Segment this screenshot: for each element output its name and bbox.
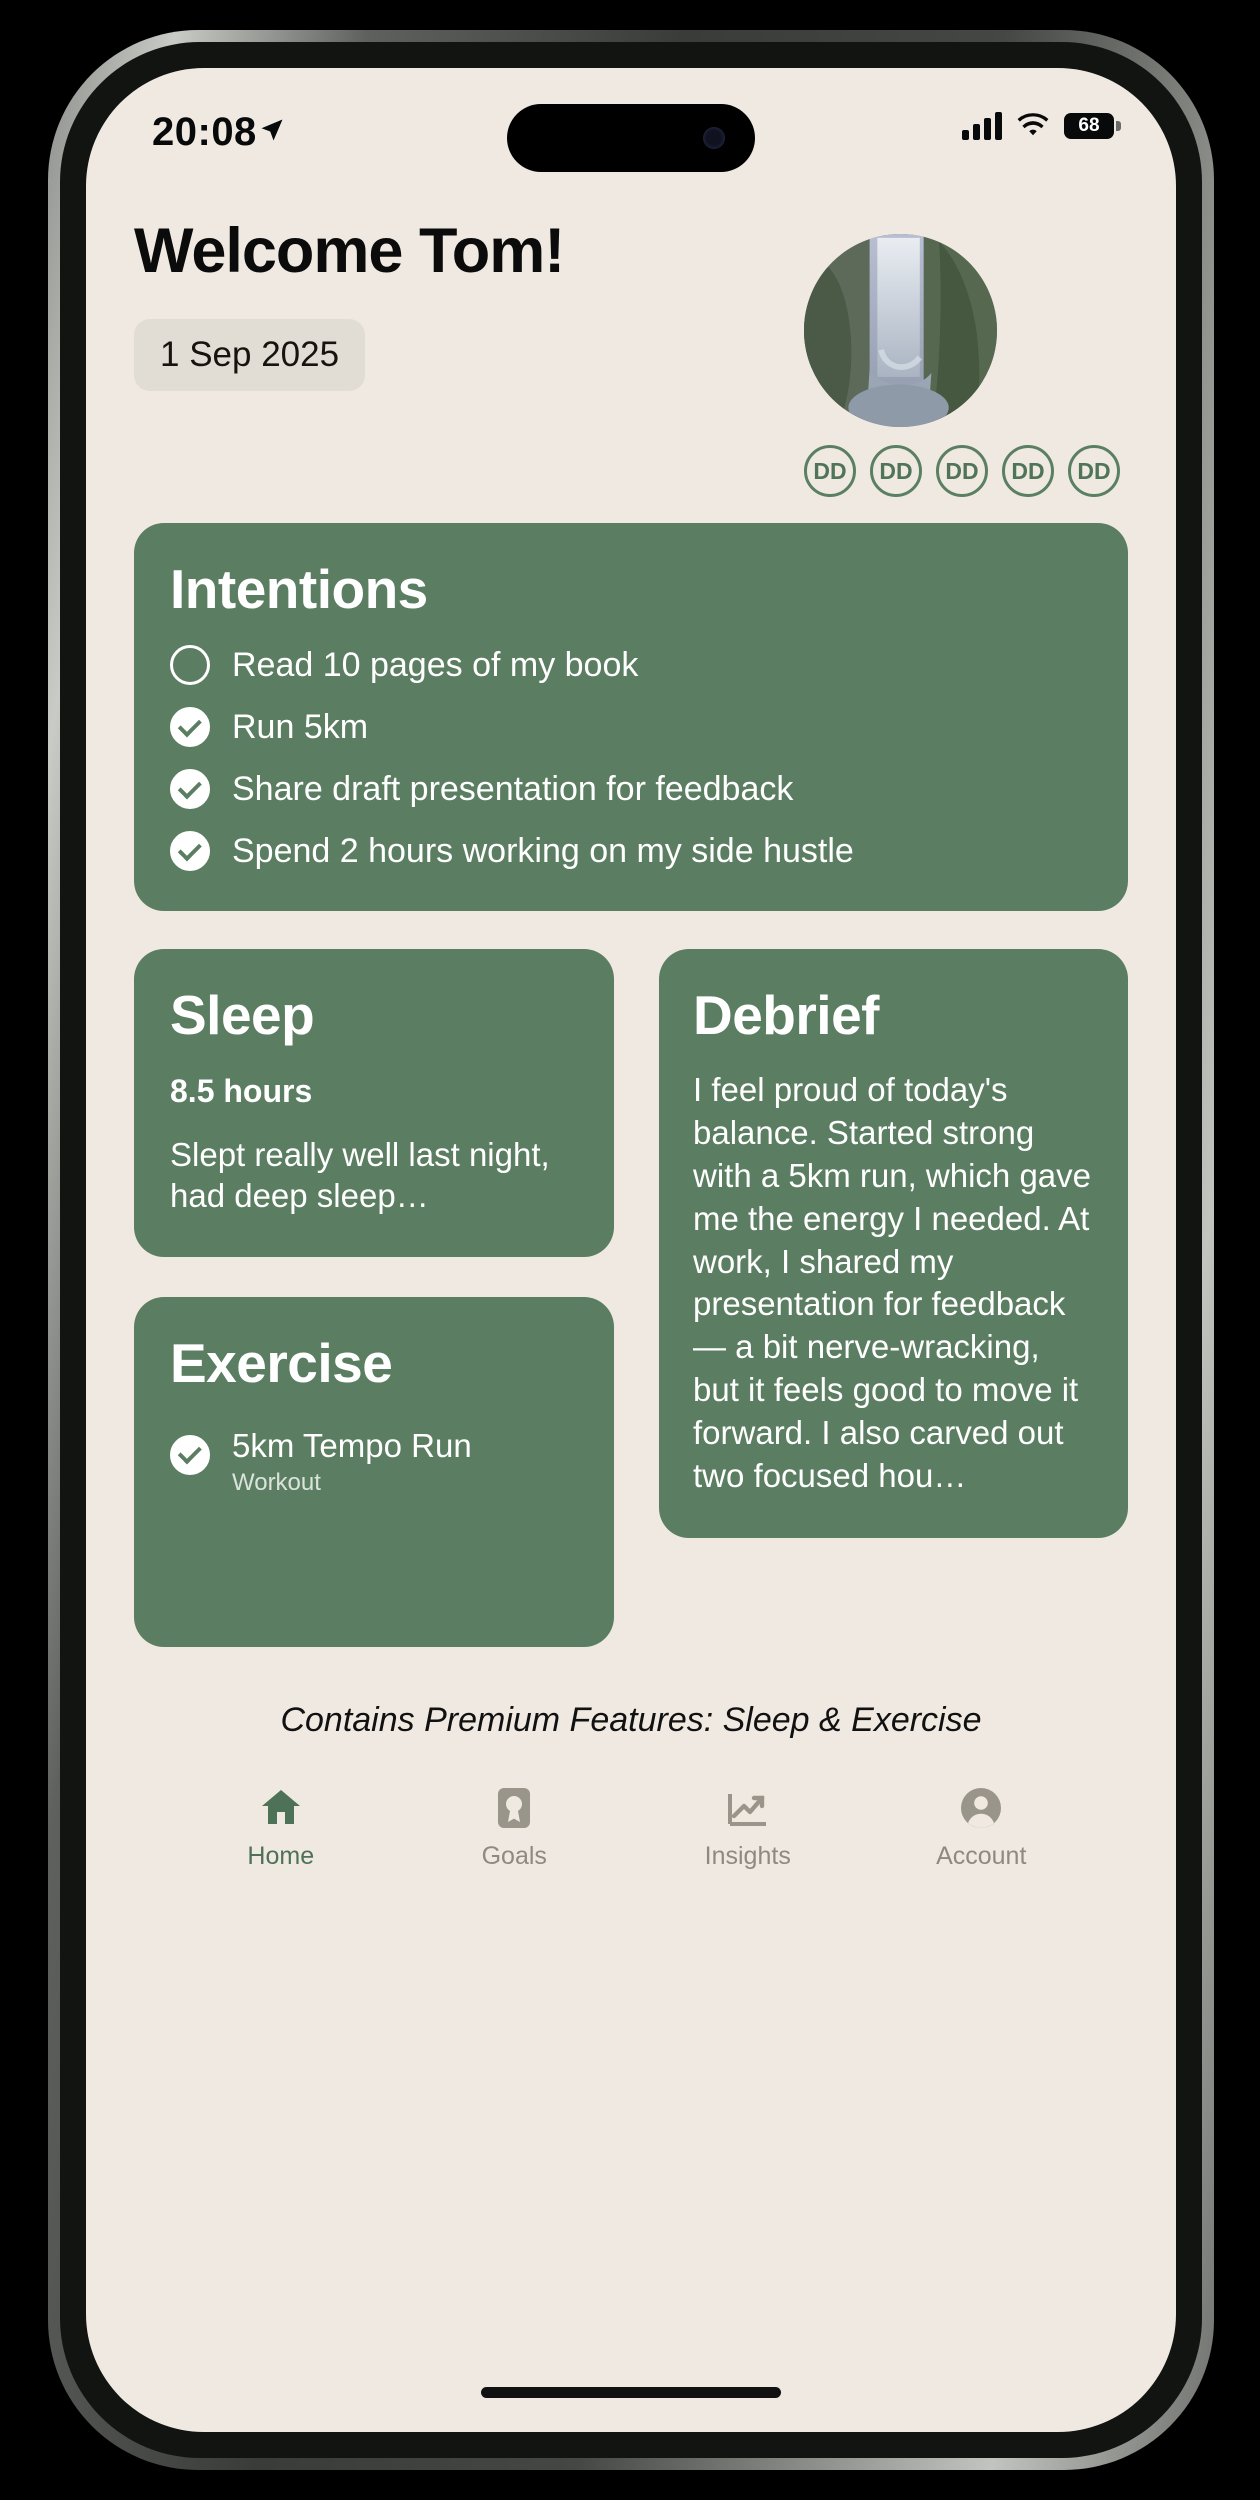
debrief-card[interactable]	[659, 949, 1128, 1538]
sleep-hours: 8.5 hours	[170, 1073, 313, 1109]
dynamic-island	[507, 104, 755, 172]
battery-level-label: 68	[1078, 115, 1100, 136]
app-content	[86, 198, 1176, 1871]
tab-account[interactable]	[865, 1784, 1099, 1871]
intention-label: Spend 2 hours working on my side hustle	[232, 831, 854, 870]
list-item[interactable]	[170, 769, 1092, 809]
tab-label: Goals	[481, 1841, 547, 1870]
status-indicators	[962, 112, 1114, 140]
phone-frame	[48, 30, 1214, 2470]
cards-grid	[134, 949, 1128, 1647]
exercise-name: 5km Tempo Run	[232, 1426, 472, 1464]
intention-label: Run 5km	[232, 707, 369, 746]
checkbox-checked-icon[interactable]	[170, 769, 210, 809]
intentions-list	[170, 645, 1092, 871]
tab-label: Home	[247, 1841, 315, 1870]
exercise-title: Exercise	[170, 1331, 393, 1394]
tab-insights[interactable]	[631, 1784, 865, 1871]
status-time: 20:08	[152, 110, 257, 154]
list-item[interactable]	[170, 1427, 578, 1497]
phone-screen	[86, 68, 1176, 2432]
header-left	[134, 218, 564, 391]
tab-bar	[134, 1784, 1128, 1871]
checkbox-checked-icon[interactable]	[170, 831, 210, 871]
sleep-note: Slept really well last night, had deep sleep…	[170, 1136, 550, 1215]
streak-badge[interactable]: DD	[936, 445, 988, 497]
intention-label: Read 10 pages of my book	[232, 645, 639, 684]
home-indicator[interactable]	[481, 2387, 781, 2398]
streak-badge[interactable]: DD	[1068, 445, 1120, 497]
exercise-type: Workout	[232, 1468, 321, 1496]
streak-badges	[804, 445, 1128, 497]
sleep-title: Sleep	[170, 984, 315, 1046]
home-icon	[257, 1784, 305, 1832]
checkbox-empty-icon[interactable]	[170, 645, 210, 685]
date-pill[interactable]: 1 Sep 2025	[134, 319, 365, 391]
wifi-icon	[1016, 113, 1050, 139]
exercise-entry	[232, 1427, 472, 1497]
tab-goals[interactable]	[398, 1784, 632, 1871]
list-item[interactable]	[170, 831, 1092, 871]
front-camera-icon	[703, 127, 725, 149]
header	[134, 198, 1128, 497]
streak-badge[interactable]: DD	[870, 445, 922, 497]
waterfall-avatar-image	[804, 234, 997, 427]
battery-icon	[1064, 113, 1114, 139]
tab-home[interactable]	[164, 1784, 398, 1871]
exercise-card[interactable]	[134, 1297, 614, 1647]
checkbox-checked-icon[interactable]	[170, 707, 210, 747]
goals-icon	[490, 1784, 538, 1832]
list-item[interactable]	[170, 707, 1092, 747]
tab-label: Insights	[704, 1841, 791, 1870]
debrief-title: Debrief	[693, 984, 879, 1046]
location-arrow-icon	[258, 116, 286, 144]
debrief-text: I feel proud of today's balance. Started strong with a 5km run, which gave me the energy I needed. At work, I shared my presentation for feedback — a bit nerve-wracking, but it feels good to move it forward. I also carved out two focused hou…	[693, 1071, 1092, 1495]
sleep-card[interactable]	[134, 949, 614, 1257]
header-right	[804, 218, 1128, 497]
tab-label: Account	[936, 1841, 1027, 1870]
checkbox-checked-icon[interactable]	[170, 1435, 210, 1475]
account-person-icon	[957, 1784, 1005, 1832]
intentions-title: Intentions	[170, 558, 428, 620]
premium-note: Contains Premium Features: Sleep & Exercise	[280, 1700, 982, 1739]
left-column	[134, 949, 614, 1647]
intention-label: Share draft presentation for feedback	[232, 769, 794, 808]
intentions-card[interactable]	[134, 523, 1128, 911]
list-item[interactable]	[170, 645, 1092, 685]
avatar[interactable]	[804, 234, 997, 427]
phone-bezel	[60, 42, 1202, 2458]
page-title: Welcome Tom!	[134, 216, 565, 286]
streak-badge[interactable]: DD	[804, 445, 856, 497]
right-column	[659, 949, 1128, 1538]
status-bar	[86, 68, 1176, 198]
cellular-signal-icon	[962, 112, 1002, 140]
streak-badge[interactable]: DD	[1002, 445, 1054, 497]
insights-chart-icon	[724, 1784, 772, 1832]
